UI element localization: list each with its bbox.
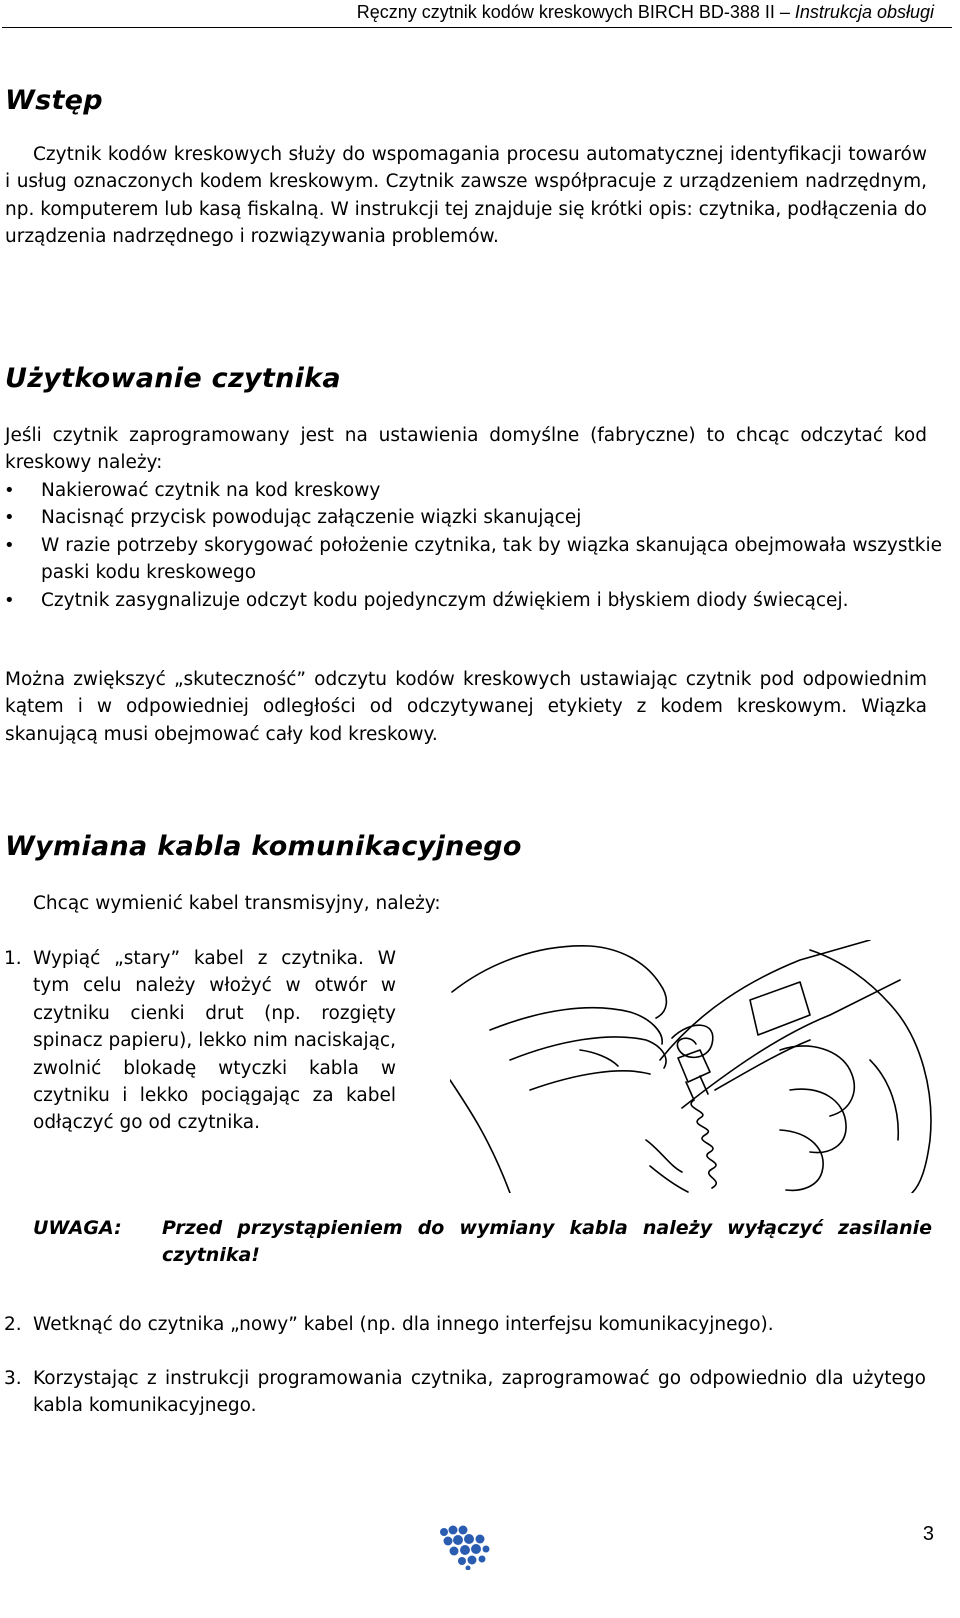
company-logo bbox=[438, 1522, 490, 1570]
step-text: Wypiąć „stary” kabel z czytnika. W tym celu należy włożyć w otwór w czytniku cienki drut (np. rozgięty spinacz papieru), lekko nim naciskając, zwolnić blokadę wtyczki kabla w czytniku i lekko pociągając za kabel odłączyć go od czytnika. bbox=[33, 948, 396, 1134]
step-1 bbox=[0, 945, 400, 1175]
step-text: Korzystając z instrukcji programowania czytnika, zaprogramować go odpowiednio dla użytego kabla komunikacyjnego. bbox=[33, 1368, 926, 1417]
step-number: 2. bbox=[4, 1314, 22, 1335]
header-title: Ręczny czytnik kodów kreskowych BIRCH BD-388 II bbox=[356, 2, 775, 22]
step-2 bbox=[0, 1311, 930, 1367]
header-subtitle: Instrukcja obsługi bbox=[794, 2, 934, 22]
usage-lead: Jeśli czytnik zaprogramowany jest na ustawienia domyślne (fabryczne) to chcąc odczytać kod kreskowy należy: bbox=[5, 425, 927, 474]
cable-removal-illustration bbox=[450, 940, 935, 1193]
list-item bbox=[0, 477, 960, 504]
usage-heading: Użytkowanie czytnika bbox=[5, 363, 341, 394]
page-number: 3 bbox=[922, 1523, 934, 1545]
step-number: 3. bbox=[4, 1368, 22, 1389]
list-item bbox=[0, 587, 960, 614]
bullet-dot: • bbox=[4, 589, 15, 611]
bullet-dot: • bbox=[4, 534, 15, 556]
list-item bbox=[0, 532, 960, 587]
step-3 bbox=[0, 1365, 930, 1421]
bullet-text: Nacisnąć przycisk powodując załączenie wiązki skanującej bbox=[41, 507, 582, 529]
running-header bbox=[0, 0, 934, 24]
usage-bullet-list bbox=[0, 477, 960, 614]
header-dash: – bbox=[774, 2, 795, 22]
bullet-text: W razie potrzeby skorygować położenie czytnika, tak by wiązka skanująca obejmowała wszystkie paski kodu kreskowego bbox=[41, 534, 942, 584]
list-item bbox=[0, 504, 960, 531]
bullet-dot: • bbox=[4, 480, 15, 501]
bullet-text: Czytnik zasygnalizuje odczyt kodu pojedynczym dźwiękiem i błyskiem diody świecącej. bbox=[41, 589, 849, 611]
warning-label: UWAGA: bbox=[33, 1217, 122, 1239]
bullet-dot: • bbox=[4, 507, 15, 529]
header-rule bbox=[2, 27, 952, 28]
warning-text: Przed przystąpieniem do wymiany kabla należy wyłączyć zasilanie czytnika! bbox=[162, 1217, 932, 1267]
intro-heading: Wstęp bbox=[5, 85, 103, 116]
cable-lead: Chcąc wymienić kabel transmisyjny, należy: bbox=[33, 893, 441, 914]
usage-note: Można zwiększyć „skuteczność” odczytu kodów kreskowych ustawiając czytnik pod odpowiednim kątem i w odpowiedniej odległości od odczytywanej etykiety z kodem kreskowym. Wiązka skanującą musi obejmować cały kod kreskowy. bbox=[5, 669, 927, 745]
step-number: 1. bbox=[4, 948, 22, 969]
cable-heading: Wymiana kabla komunikacyjnego bbox=[5, 831, 522, 862]
intro-paragraph: Czytnik kodów kreskowych służy do wspomagania procesu automatycznej identyfikacji towarów i usług oznaczonych kodem kreskowym. Czytnik zawsze współpracuje z urządzeniem nadrzędnym, np. komputerem lub kasą fiskalną. W instrukcji tej znajduje się krótki opis: czytnika, podłączenia do urządzenia nadrzędnego i rozwiązywania problemów. bbox=[5, 144, 927, 248]
bullet-text: Nakierować czytnik na kod kreskowy bbox=[41, 480, 381, 501]
step-text: Wetknąć do czytnika „nowy” kabel (np. dla innego interfejsu komunikacyjnego). bbox=[33, 1314, 774, 1335]
